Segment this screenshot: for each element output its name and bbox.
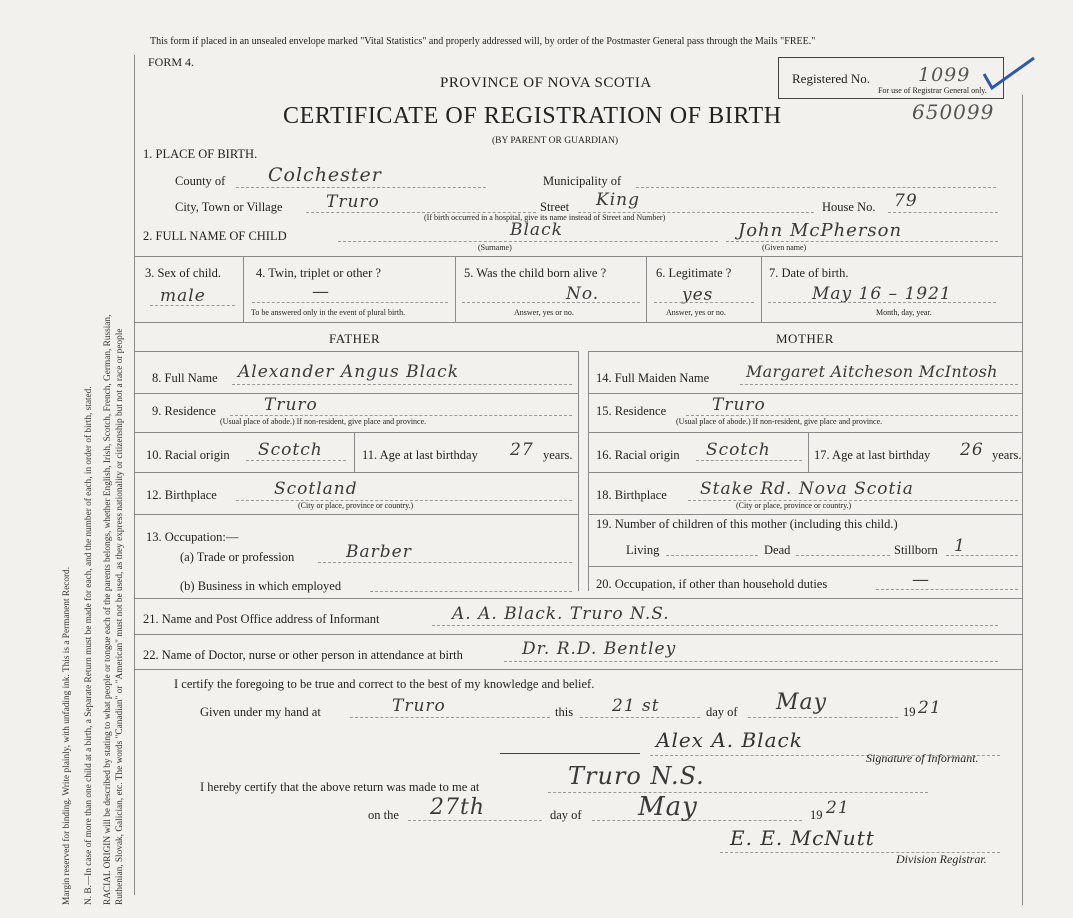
father-occupation-label: 13. Occupation:— [146, 530, 239, 544]
mother-birthplace-value: Stake Rd. Nova Scotia [700, 479, 914, 499]
doctor-line [504, 661, 998, 662]
mother-row-rule-2 [588, 432, 1022, 433]
father-row-rule-2 [134, 432, 578, 433]
dead-line [796, 555, 890, 556]
street-label: Street [540, 200, 570, 214]
mother-heading: MOTHER [776, 331, 834, 346]
informant-rule [134, 634, 1022, 635]
city-label: City, Town or Village [175, 200, 283, 214]
given-name-caption: (Given name) [762, 243, 807, 252]
doctor-label: 22. Name of Doctor, nurse or other person in attendance at birth [143, 648, 463, 662]
reg-day-of-label: day of [550, 808, 582, 822]
father-residence-label: 9. Residence [152, 404, 216, 418]
province-heading: PROVINCE OF NOVA SCOTIA [440, 75, 652, 91]
right-border [1022, 95, 1023, 905]
surname-caption: (Surname) [478, 243, 512, 252]
father-age-value: 27 [510, 440, 534, 460]
dob-value: May 16 – 1921 [812, 284, 952, 304]
father-heading: FATHER [329, 331, 381, 346]
father-business-label: (b) Business in which employed [180, 579, 342, 593]
living-label: Living [626, 543, 660, 557]
mother-residence-label: 15. Residence [596, 404, 667, 418]
sex-line [150, 305, 235, 306]
col-divider-3-4 [243, 256, 244, 322]
father-age-label: 11. Age at last birthday [362, 448, 478, 462]
given-month-line [748, 717, 898, 718]
county-label: County of [175, 174, 226, 188]
col-divider-6-7 [761, 256, 762, 322]
certification-statement: I certify the foregoing to be true and correct to the best of my knowledge and belief. [174, 677, 595, 691]
twin-label: 4. Twin, triplet or other ? [256, 266, 381, 280]
informant-signature-caption: Signature of Informant. [866, 751, 979, 765]
city-value: Truro [326, 192, 380, 212]
reg-year-prefix: 19 [810, 808, 823, 822]
house-line [888, 212, 998, 213]
left-border [134, 55, 135, 895]
given-name-line [726, 241, 998, 242]
father-trade-label: (a) Trade or profession [180, 550, 295, 564]
reg-day-line [408, 820, 542, 821]
stillborn-value: 1 [954, 536, 966, 556]
mother-racial-line [696, 460, 802, 461]
mother-racial-value: Scotch [706, 440, 771, 460]
alive-value: No. [566, 284, 600, 304]
row-divider-bottom [134, 322, 1022, 323]
sex-value: male [160, 286, 206, 306]
mother-residence-value: Truro [712, 395, 766, 415]
registrar-caption: Division Registrar. [896, 852, 987, 866]
mother-name-line [740, 384, 1018, 385]
given-under-label: Given under my hand at [200, 705, 321, 719]
year-prefix: 19 [903, 705, 916, 719]
doctor-rule [134, 669, 1022, 670]
informant-value: A. A. Black. Truro N.S. [452, 604, 670, 624]
father-residence-line [230, 415, 572, 416]
child-surname: Black [510, 220, 563, 240]
row-divider-top [134, 256, 1022, 257]
day-of-label: day of [706, 705, 738, 719]
mother-birthplace-label: 18. Birthplace [596, 488, 667, 502]
certificate-title: CERTIFICATE OF REGISTRATION OF BIRTH [283, 103, 782, 129]
on-the-label: on the [368, 808, 399, 822]
father-birthplace-label: 12. Birthplace [146, 488, 217, 502]
county-line [236, 187, 486, 188]
margin-note-2: N. B.—In case of more than one child at a birth, a Separate Return must be made for each, and the number of each, in order of birth, stated. [84, 386, 94, 905]
mother-col-left [588, 351, 589, 591]
form-number: FORM 4. [148, 55, 195, 69]
dob-line [768, 302, 996, 303]
father-name-label: 8. Full Name [152, 371, 218, 385]
given-place-line [350, 717, 550, 718]
surname-line [338, 241, 718, 242]
margin-note-4: Ruthenian, Slovak, Galician, etc. The words "Canadian" or "American" must not be used, as they express nationality or citizenship but not a race or people [115, 328, 125, 905]
father-residence-value: Truro [264, 395, 318, 415]
alive-note: Answer, yes or no. [514, 308, 574, 317]
mother-age-unit: years. [992, 448, 1022, 462]
dead-label: Dead [764, 543, 791, 557]
mother-name-label: 14. Full Maiden Name [596, 371, 710, 385]
twin-note: To be answered only in the event of plural birth. [251, 308, 406, 317]
father-row-rule-4 [134, 514, 578, 515]
father-business-line [370, 591, 572, 592]
municipality-label: Municipality of [543, 174, 622, 188]
mother-racial-label: 16. Racial origin [596, 448, 680, 462]
father-row-rule-3 [134, 472, 578, 473]
registrar-statement: I hereby certify that the above return was made to me at [200, 780, 480, 794]
father-racial-label: 10. Racial origin [146, 448, 230, 462]
county-value: Colchester [268, 164, 382, 186]
given-day-line [580, 717, 700, 718]
mother-age-label: 17. Age at last birthday [814, 448, 931, 462]
doctor-value: Dr. R.D. Bentley [522, 639, 677, 659]
registrar-general-note: For use of Registrar General only. [878, 86, 987, 95]
father-trade-value: Barber [346, 542, 412, 562]
reg-day-value: 27th [430, 795, 486, 820]
archive-number: 650099 [912, 100, 995, 124]
dob-note: Month, day, year. [876, 308, 932, 317]
mother-residence-line [686, 415, 1018, 416]
mother-age-value: 26 [960, 440, 984, 460]
registrar-place-value: Truro N.S. [568, 762, 705, 790]
informant-signature: Alex A. Black [656, 728, 803, 752]
father-residence-note: (Usual place of abode.) If non-resident, give place and province. [220, 417, 427, 426]
registered-label: Registered No. [792, 71, 870, 86]
father-racial-divider [354, 432, 355, 472]
reg-month-value: May [638, 792, 698, 822]
check-mark-icon [982, 56, 1038, 94]
stillborn-line [946, 555, 1018, 556]
col-divider-5-6 [646, 256, 647, 322]
registrar-place-line [548, 792, 928, 793]
mother-heading-rule [588, 351, 1022, 352]
father-age-unit: years. [543, 448, 573, 462]
col-divider-4-5 [455, 256, 456, 322]
certificate-subtitle: (BY PARENT OR GUARDIAN) [492, 136, 619, 146]
reg-year-value: 21 [826, 798, 850, 818]
alive-line [462, 302, 640, 303]
given-month-value: May [776, 690, 828, 715]
registrar-signature: E. E. McNutt [730, 826, 875, 850]
legit-line [654, 302, 754, 303]
legitimate-value: yes [682, 285, 714, 305]
father-racial-line [246, 460, 346, 461]
mother-residence-note: (Usual place of abode.) If non-resident, give place and province. [676, 417, 883, 426]
mother-row-rule-4 [588, 514, 1022, 515]
informant-line [432, 625, 998, 626]
house-label: House No. [822, 200, 876, 214]
municipality-line [636, 187, 996, 188]
legitimate-label: 6. Legitimate ? [656, 266, 732, 280]
given-year-value: 21 [918, 698, 942, 718]
father-trade-line [318, 562, 572, 563]
street-value: King [596, 190, 640, 210]
father-col-right [578, 351, 579, 591]
father-birthplace-value: Scotland [274, 479, 358, 499]
parents-bottom-rule [134, 598, 1022, 599]
given-place-value: Truro [392, 696, 446, 716]
child-given-name: John McPherson [738, 220, 903, 241]
father-heading-rule [134, 351, 578, 352]
postal-note: This form if placed in an unsealed envelope marked "Vital Statistics" and properly addressed will, by order of the Postmaster General pass through the Mails "FREE." [150, 36, 816, 47]
father-row-rule-1 [134, 393, 578, 394]
mother-birthplace-note: (City or place, province or country.) [736, 501, 852, 510]
mother-occupation-value: — [912, 570, 930, 590]
mother-row-rule-3 [588, 472, 1022, 473]
child-name-label: 2. FULL NAME OF CHILD [143, 229, 287, 243]
given-day-value: 21 st [612, 696, 660, 716]
sex-label: 3. Sex of child. [145, 266, 222, 280]
father-name-value: Alexander Angus Black [238, 362, 459, 382]
father-birthplace-note: (City or place, province or country.) [298, 501, 414, 510]
alive-label: 5. Was the child born alive ? [464, 266, 607, 280]
stillborn-label: Stillborn [894, 543, 938, 557]
margin-note-1: Margin reserved for binding. Write plainly, with unfading ink. This is a Permanent Record. [62, 566, 72, 905]
mother-occupation-label: 20. Occupation, if other than household duties [596, 577, 828, 591]
mother-occupation-line [876, 589, 1018, 590]
hospital-note: (If birth occurred in a hospital, give its name instead of Street and Number) [424, 213, 666, 222]
house-value: 79 [894, 191, 918, 211]
mother-row-rule-5 [588, 566, 1022, 567]
witness-line [500, 753, 640, 754]
father-name-line [232, 384, 572, 385]
legitimate-note: Answer, yes or no. [666, 308, 726, 317]
living-line [666, 555, 758, 556]
informant-label: 21. Name and Post Office address of Informant [143, 612, 380, 626]
registered-number: 1099 [918, 64, 971, 86]
twin-value: — [312, 282, 330, 302]
mother-name-value: Margaret Aitcheson McIntosh [746, 362, 998, 381]
dob-label: 7. Date of birth. [769, 266, 849, 280]
children-count-label: 19. Number of children of this mother (including this child.) [596, 517, 898, 531]
margin-note-3: RACIAL ORIGIN will be described by stating to what people or tongue each of the parents belongs, whether English, Irish, Scotch, French, German, Russian, [103, 314, 113, 905]
father-racial-value: Scotch [258, 440, 323, 460]
place-of-birth-label: 1. PLACE OF BIRTH. [143, 147, 258, 161]
twin-line [252, 302, 448, 303]
mother-row-rule-1 [588, 393, 1022, 394]
mother-racial-divider [808, 432, 809, 472]
this-label: this [555, 705, 574, 719]
